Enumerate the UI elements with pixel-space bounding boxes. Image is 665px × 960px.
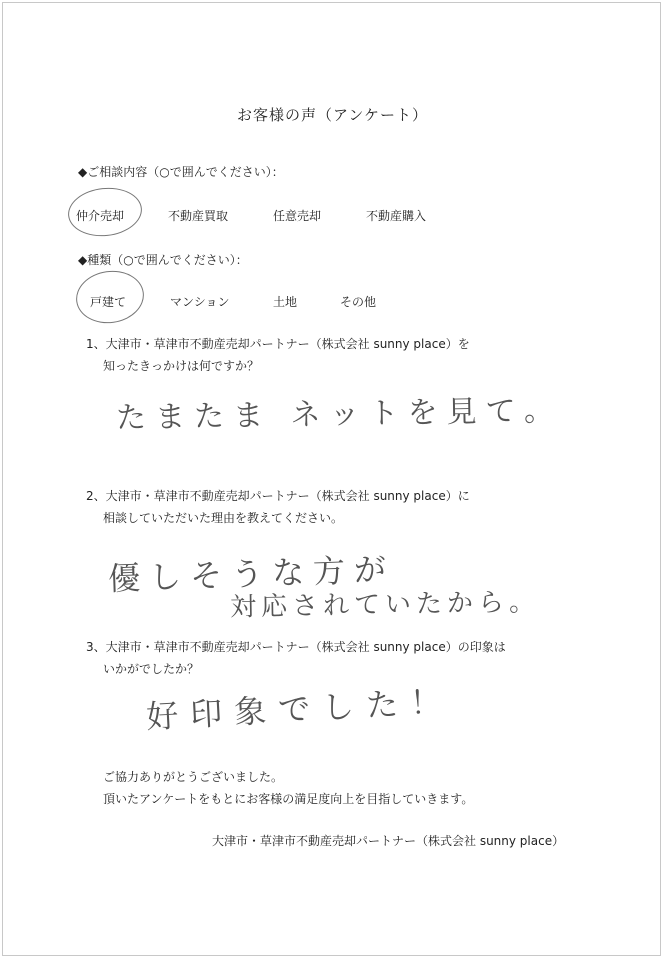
option-detached-house: 戸建て: [90, 295, 127, 309]
company-signature: 大津市・草津市不動産売却パートナー（株式会社 sunny place）: [212, 834, 565, 848]
option-land: 土地: [273, 295, 298, 309]
option-condominium: マンション: [170, 295, 230, 309]
closing-thanks: ご協力ありがとうございました。: [103, 770, 284, 784]
question-1-line-1: 1、大津市・草津市不動産売却パートナー（株式会社 sunny place）を: [86, 337, 470, 351]
option-brokerage-sale: 仲介売却: [76, 209, 125, 223]
question-3-line-1: 3、大津市・草津市不動産売却パートナー（株式会社 sunny place）の印象は: [86, 640, 506, 654]
closing-message: 頂いたアンケートをもとにお客様の満足度向上を目指していきます。: [103, 792, 474, 806]
answer-1-handwriting: たまたま ネットを見て。: [115, 393, 564, 436]
question-2-line-1: 2、大津市・草津市不動産売却パートナー（株式会社 sunny place）に: [86, 489, 470, 503]
answer-3-handwriting: 好印象でした！: [145, 681, 455, 737]
property-type-heading: ◆種類（○で囲んでください）：: [78, 253, 248, 267]
question-2-line-2: 相談していただいた理由を教えてください。: [103, 511, 344, 525]
answer-2-handwriting-line-1: 優しそうな方が: [107, 550, 396, 598]
option-real-estate-buy: 不動産購入: [366, 209, 427, 223]
consultation-heading: ◆ご相談内容（○で囲んでください）：: [78, 165, 284, 179]
question-3-line-2: いかがでしたか？: [103, 662, 200, 676]
answer-2-handwriting-line-2: 対応されていたから。: [229, 587, 541, 623]
option-real-estate-purchase-by-company: 不動産買取: [168, 209, 229, 223]
page-border: [2, 2, 661, 956]
question-1-line-2: 知ったきっかけは何ですか？: [103, 359, 260, 373]
option-other: その他: [340, 295, 377, 309]
option-voluntary-sale: 任意売却: [273, 209, 322, 223]
survey-title: お客様の声（アンケート）: [236, 106, 429, 124]
